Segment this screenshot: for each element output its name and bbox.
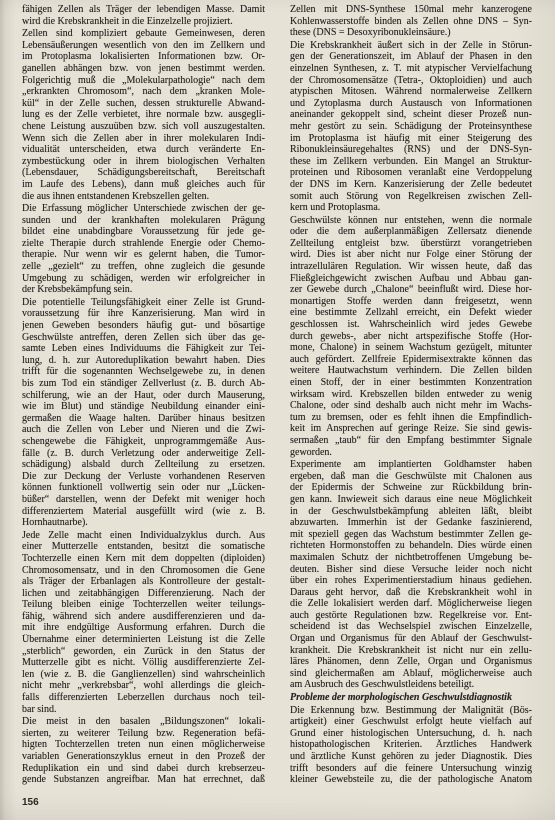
paragraph bbox=[290, 705, 532, 786]
text-line: Organ und Organismus für den Ablauf der Geschwulst- bbox=[290, 633, 532, 645]
text-line: sind gleichermaßen am Ablauf, möglicherweise auch bbox=[290, 667, 532, 679]
text-line: der DNS im Kern. Kanzerisierung der Zelle bedeutet bbox=[290, 178, 532, 190]
text-line: Hornhautnarbe). bbox=[22, 517, 88, 529]
text-line: mone, Chalone) in seinem Wachstum gezügelt, mitunter bbox=[290, 342, 532, 354]
text-line: durch gewebs-, aber nicht artspezifische Stoffe (Hor- bbox=[290, 330, 532, 342]
paragraph bbox=[290, 215, 532, 458]
text-line: artigkeit) einer Geschwulst erfolgt heute vielfach auf bbox=[290, 716, 532, 728]
text-line: in der Geschwulstbekämpfung ableiten läßt, bleibt bbox=[290, 505, 532, 517]
text-line: im Laufe des Lebens), dann muß gleiches auch für bbox=[22, 178, 265, 190]
text-line: atypischen Mitosen. Während normalerweise Zellkern bbox=[290, 86, 532, 98]
text-line: (Lebensdauer, Schädigungsbereitschaft, Bereitschaft bbox=[22, 167, 265, 179]
text-line: fälle (z. B. durch Verletzung oder anderweitige Zell- bbox=[22, 447, 265, 459]
text-line: fähigen Zellen als Träger der lebendigen Masse. Damit bbox=[22, 4, 265, 15]
text-line: Die Krebskrankheit äußert sich in der Zelle in Störun- bbox=[290, 39, 532, 51]
text-line: sunden und der krankhaften molekularen Prägung bbox=[22, 214, 265, 226]
text-line: falls differenzierten Leberzellen durchaus noch teil- bbox=[22, 692, 265, 704]
text-line: Die Erkennung bzw. Bestimmung der Malignität (Bös- bbox=[290, 704, 532, 716]
text-line: eine bestimmte Zellzahl erreicht, ein Defekt wieder bbox=[290, 307, 532, 319]
text-line: richteten Hormonstoffen zu behandeln. Dies würde einen bbox=[290, 540, 532, 552]
text-line: trifft besonders auf die feinere Untersuchung winzig bbox=[290, 762, 532, 774]
text-line: ganellen abhängen bzw. von jenen bestimmt werden. bbox=[22, 62, 265, 74]
text-line: über ein rohes Experimentierstadium hinaus gediehen. bbox=[290, 575, 532, 587]
paragraph bbox=[22, 716, 265, 786]
section-text bbox=[290, 705, 532, 786]
text-line: these (DNS = Desoxyribonukleinsäure.) bbox=[290, 27, 451, 39]
text-line: Mutterzelle gibt es nicht. Völlig ausdifferenzierte Zel- bbox=[22, 657, 265, 669]
text-line: auch gefördert. Zellfreie Epidermisextrakte können das bbox=[290, 353, 532, 365]
text-line: Fließgleichgewicht zwischen Aufbau und Abbau gan- bbox=[290, 272, 532, 284]
text-line: ergeben, daß man die Geschwülste mit Chalonen aus bbox=[290, 470, 532, 482]
text-line: Daraus geht hervor, daß die Krebskrankheit wohl in bbox=[290, 586, 532, 598]
text-line: deuten. Bisher sind diese Versuche leider noch nicht bbox=[290, 563, 532, 575]
text-line: Geschwülste antreffen, deren Zellen sich über das ge- bbox=[22, 331, 265, 343]
text-line: somit auch Störung von Regelkreisen zwischen Zell- bbox=[290, 190, 532, 202]
text-line: Zellen sind kompliziert gebaute Gemeinwesen, deren bbox=[22, 28, 265, 40]
text-line: zielte Therapie durch strahlende Energie oder Chemo- bbox=[22, 237, 265, 249]
paragraph bbox=[22, 530, 265, 716]
paragraph bbox=[22, 4, 265, 27]
text-line: zelle „gezielt“ zu treffen, ohne zugleich die gesunde bbox=[22, 261, 265, 273]
text-line: fähig, während sich andere ausdifferenzieren und da- bbox=[22, 610, 265, 622]
text-line: Jede Zelle macht einen Individualzyklus durch. Aus bbox=[22, 529, 265, 541]
text-line: maximalen Schutz der nichtbetroffenen Umgebung be- bbox=[290, 551, 532, 563]
left-column bbox=[22, 4, 265, 786]
text-line: oder die dem außerplanmäßigen Zellersatz dienende bbox=[290, 226, 532, 238]
text-line: bis zum Tod ein ständiger Zellverlust (z. B. durch Ab- bbox=[22, 378, 265, 389]
text-line: therapie. Nur wenn wir es gelernt haben, die Tumor- bbox=[22, 249, 265, 261]
text-line: am Ausbruch des Geschwulstleidens beteiligt. bbox=[290, 679, 475, 691]
text-line: Chromosomensatz, und in den Chromosomen die Gene bbox=[22, 564, 265, 576]
text-line: these im Zellkern verbunden. Ein Mangel an Struktur- bbox=[290, 155, 532, 167]
section-heading: Probleme der morphologischen Geschwulstdiagnostik bbox=[290, 692, 512, 704]
text-line: Zellteilung entgleist bzw. überstürzt vorangetrieben bbox=[290, 237, 532, 249]
text-line: gen kann. Inwieweit sich daraus eine neue Möglichkeit bbox=[290, 493, 532, 505]
text-line: Umgebung zu schädigen, werden wir erfolgreicher in bbox=[22, 272, 265, 284]
text-line: bar sind. bbox=[22, 703, 57, 715]
text-line: schädigung) alsbald durch Zellteilung zu ersetzen. bbox=[22, 459, 265, 471]
text-line: Experimente am implantierten Goldhamster haben bbox=[290, 459, 532, 471]
text-line: Die potentielle Teilungsfähigkeit einer Zelle ist Grund- bbox=[22, 296, 265, 308]
text-line: können funktionell vollwertig sein oder nur „Lücken- bbox=[22, 482, 265, 494]
text-line: lung, d. h. zur Autoreduplikation bewahrt haben. Dies bbox=[22, 354, 265, 366]
text-line: germaßen die Waage halten. Darüber hinaus besitzen bbox=[22, 412, 265, 424]
text-line: kül“ in der Zelle suchen, dessen strukturelle Abwand- bbox=[22, 97, 265, 109]
text-line: intrazellulären Regulation. Wir wissen heute, daß das bbox=[290, 261, 532, 273]
text-line: mit speziell gegen das Wachstum bestimmter Zellen ge- bbox=[290, 528, 532, 540]
text-line: jenen Geweben besonders häufig gut- und bösartige bbox=[22, 320, 265, 332]
paragraph bbox=[22, 297, 265, 529]
text-line: Tochterzelle einen Kern mit dem doppelten (diploiden) bbox=[22, 552, 265, 564]
text-line: differenziertem Material ausgefüllt wird (wie z. B. bbox=[22, 505, 265, 517]
text-line: chene Leistung auszuüben bzw. sich voll auszugestalten. bbox=[22, 120, 265, 132]
text-line: der Krebsbekämpfung sein. bbox=[22, 284, 133, 296]
text-line: gen der Generationszeit, im Ablauf der Phasen in den bbox=[290, 51, 532, 63]
text-line: keit im Ansprechen auf geringe Reize. Sie sind gewis- bbox=[290, 423, 532, 435]
text-line: bildet eine unabdingbare Voraussetzung für jede ge- bbox=[22, 226, 265, 238]
text-line: geworden. bbox=[290, 446, 332, 458]
text-line: büßer“ darstellen, wenn der Defekt mit weniger hoch bbox=[22, 493, 265, 505]
text-line: geschlossen ist. Wahrscheinlich wird jedes Gewebe bbox=[290, 319, 532, 331]
text-line: histopathologischen Kriterien. Ärztliches Handwerk bbox=[290, 739, 532, 751]
text-line: variablen Generationszyklus erneut in den Prozeß der bbox=[22, 751, 265, 762]
text-line: auch die Zellen von Leber und Nieren und die Zwi- bbox=[22, 424, 265, 436]
text-line: „sterblich“ geworden, ein Zurück in den Status der bbox=[22, 645, 265, 657]
text-line: kern und Protoplasma. bbox=[290, 202, 381, 214]
text-line: Grund einer histologischen Untersuchung, d. h. nach bbox=[290, 727, 532, 739]
text-line: der Chromosomensätze (Tetra-, Oktoploidien) und auch bbox=[290, 74, 532, 86]
text-line: Wenn sich die Zellen aber in ihrer molekularen Indi- bbox=[22, 132, 265, 144]
text-line: Die Erfassung möglicher Unterschiede zwischen der ge- bbox=[22, 203, 265, 215]
text-line: Folgerichtig muß die „Molekularpathologie“ nach dem bbox=[22, 74, 265, 86]
text-line: Die zur Deckung der Verluste vorhandenen Reserven bbox=[22, 470, 265, 482]
text-line: Die meist in den basalen „Bildungszonen“ lokali- bbox=[22, 716, 265, 728]
text-line: einer Mutterzelle entstanden, besitzt die somatische bbox=[22, 541, 265, 553]
text-line: Teilung bleiben einige Tochterzellen weiter teilungs- bbox=[22, 599, 265, 611]
text-line: die Zelle lokalisiert werden darf. Möglicherweise liegen bbox=[290, 598, 532, 610]
text-line: im Protoplasma lokalisierten Informationen bzw. Or- bbox=[22, 51, 265, 63]
text-line: Reduplikation ein und sind dabei durch krebserzeu- bbox=[22, 762, 265, 774]
text-line: nicht mehr „verkrebsbar“, wohl allerdings die gleich- bbox=[22, 680, 265, 692]
text-line: und Zytoplasma durch Austausch von Informationen bbox=[290, 97, 532, 109]
text-line: im Protoplasma ist häufig mit einer Steigerung des bbox=[290, 132, 532, 144]
text-line: auch gestörte Regulationen bzw. Regelkreise vor. Ent- bbox=[290, 609, 532, 621]
text-line: wie im Blut) und ständige Neubildung einander eini- bbox=[22, 401, 265, 413]
text-line: tum zu bremsen, oder es fehlt ihnen die Empfindlich- bbox=[290, 411, 532, 423]
right-column-text bbox=[290, 4, 532, 691]
text-line: schengewebe die Fähigkeit, unprogrammgemäße Aus- bbox=[22, 435, 265, 447]
text-line: sierten, zu weiterer Teilung bzw. Regeneration befä- bbox=[22, 727, 265, 739]
text-line: als Träger der Erbanlagen als Kontrolleure der gestalt- bbox=[22, 576, 265, 588]
text-line: krankheit. Die Krebskrankheit ist nicht nur ein zellu- bbox=[290, 644, 532, 656]
text-line: der Epidermis der Schweine zur Rückbildung brin- bbox=[290, 482, 532, 494]
text-line: monartigen Stoffe werden dann freigesetzt, wenn bbox=[290, 295, 532, 307]
left-column-text bbox=[22, 4, 265, 786]
text-line: Geschwülste können nur entstehen, wenn die normale bbox=[290, 214, 532, 226]
text-line: sermaßen „taub“ für den Empfang bestimmter Signale bbox=[290, 434, 532, 446]
text-line: mehr gestört zu sein. Schädigung der Proteinsynthese bbox=[290, 120, 532, 132]
paragraph bbox=[290, 4, 532, 39]
text-line: die aus ihnen entstandenen Krebszellen gelten. bbox=[22, 190, 210, 202]
text-line: wird die Krebskrankheit in die Einzelzelle projiziert. bbox=[22, 15, 233, 27]
text-line: samte Leben eines Individuums die Fähigkeit zur Tei- bbox=[22, 343, 265, 355]
text-line: zer Gewebe durch „Chalone“ beeinflußt wird. Diese hor- bbox=[290, 284, 532, 296]
text-line: Chalone, oder sind deshalb auch nicht mehr im Wachs- bbox=[290, 400, 532, 412]
text-line: kleiner Gewebsteile zu, die der pathologische Anatom bbox=[290, 774, 532, 786]
text-line: vidualität unterscheiden, etwa durch veränderte En- bbox=[22, 144, 265, 156]
paragraph bbox=[290, 459, 532, 691]
text-line: wirksam wird. Krebszellen bilden entweder zu wenig bbox=[290, 388, 532, 400]
paragraph bbox=[290, 40, 532, 214]
text-line: Lebensäußerungen wesentlich von den im Zellkern und bbox=[22, 39, 265, 51]
text-line: einen Stoff, der in einer bestimmten Konzentration bbox=[290, 377, 532, 388]
paragraph bbox=[22, 203, 265, 296]
text-line: Ribonukleinsäuregehaltes (RNS) und der DNS-Syn- bbox=[290, 144, 532, 156]
text-line: mit ihre endgültige Ausformung erfahren. Durch die bbox=[22, 622, 265, 634]
paragraph bbox=[22, 28, 265, 202]
text-line: scheidend ist das Wechselspiel zwischen Einzelzelle, bbox=[290, 621, 532, 633]
text-line: lichen und zeitabhängigen Differenzierung. Nach der bbox=[22, 587, 265, 599]
text-line: proteinen und Ribosomen veranlaßt eine Verdoppelung bbox=[290, 167, 532, 179]
text-line: zymbestückung oder in ihrem biologischen Verhalten bbox=[22, 155, 265, 167]
text-line: läres Phänomen, denn Zelle, Organ und Organismus bbox=[290, 656, 532, 668]
text-line: Kohlenwasserstoffe binden als Zellen ohne DNS – Syn- bbox=[290, 15, 532, 27]
text-line: len (wie z. B. die Ganglienzellen) sind wahrscheinlich bbox=[22, 668, 265, 680]
text-line: „erkrankten Chromosom“, nach dem „kranken Mole- bbox=[22, 86, 265, 98]
text-line: gende Substanzen angreifbar. Man hat errechnet, daß bbox=[22, 774, 265, 786]
text-line: voraussetzung für ihre Kanzerisierung. Man wird in bbox=[22, 308, 265, 320]
page-number: 156 bbox=[22, 797, 39, 808]
text-line: higten Tochterzellen treten nun einen möglicherweise bbox=[22, 739, 265, 751]
right-column bbox=[290, 4, 532, 786]
text-line: wird. Dies ist aber nicht nur Folge einer Störung der bbox=[290, 249, 532, 261]
text-line: Zellen mit DNS-Synthese 150mal mehr kanzerogene bbox=[290, 4, 532, 15]
text-line: einzelnen Synthesen, z. T. mit atypischer Vervielfachung bbox=[290, 62, 532, 74]
text-line: abzuwarten. Immerhin ist der Gedanke faszinierend, bbox=[290, 517, 532, 529]
text-line: trifft für die sogenannten Wechselgewebe zu, in denen bbox=[22, 366, 265, 378]
text-line: weitere Hautwachstum verhindern. Die Zellen bilden bbox=[290, 365, 532, 377]
text-line: lung es der Zelle verbietet, ihre normale bzw. ausgegli- bbox=[22, 109, 265, 121]
text-line: aneinander gekoppelt sind, scheint dieser Prozeß nun- bbox=[290, 109, 532, 121]
text-line: schilferung, wie an der Haut, oder durch Mauserung, bbox=[22, 389, 265, 401]
text-line: Übernahme einer determinierten Leistung ist die Zelle bbox=[22, 634, 265, 646]
text-line: und ärztliche Kunst gehören zu jeder Diagnostik. Dies bbox=[290, 751, 532, 762]
